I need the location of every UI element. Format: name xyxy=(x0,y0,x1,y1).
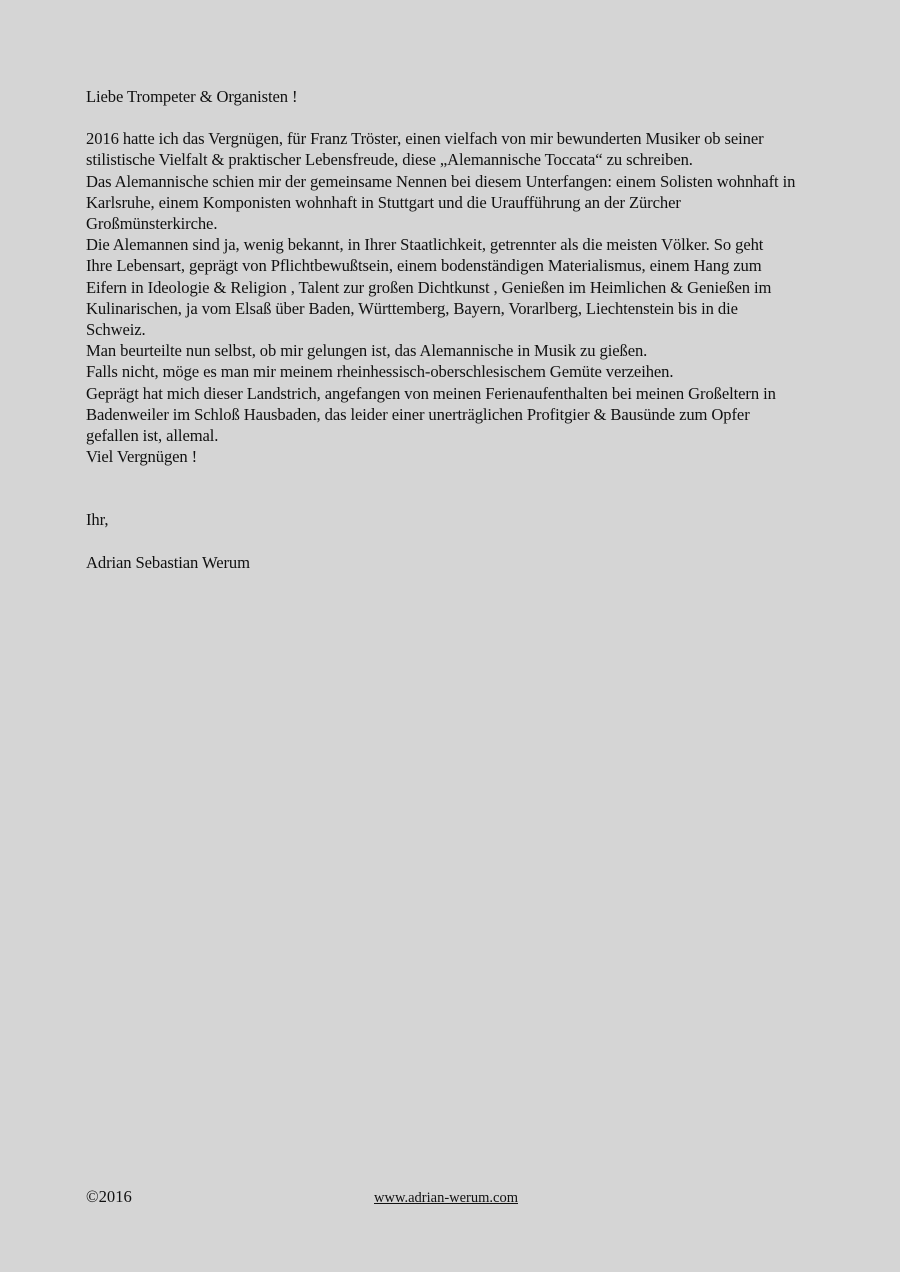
body-line: Großmünsterkirche. xyxy=(86,214,218,234)
body-line: Kulinarischen, ja vom Elsaß über Baden, Württemberg, Bayern, Vorarlberg, Liechtenstein bis in die xyxy=(86,298,738,318)
letter xyxy=(86,86,826,573)
body-line: Karlsruhe, einem Komponisten wohnhaft in Stuttgart und die Uraufführung an der Zürcher xyxy=(86,192,681,212)
body-line: Das Alemannische schien mir der gemeinsame Nennen bei diesem Unterfangen: einem Solisten wohnhaft in xyxy=(86,171,796,191)
paragraph-spacer xyxy=(86,107,826,128)
letter-greeting: Liebe Trompeter & Organisten ! xyxy=(86,87,298,106)
body-line: gefallen ist, allemal. xyxy=(86,426,219,446)
paragraph-spacer xyxy=(86,531,826,552)
letter-closing: Ihr, xyxy=(86,510,109,530)
paragraph-spacer xyxy=(86,467,826,509)
body-line: Schweiz. xyxy=(86,320,146,340)
letter-body xyxy=(86,128,826,467)
body-line: Die Alemannen sind ja, wenig bekannt, in Ihrer Staatlichkeit, getrennter als die meisten Völker. So geht xyxy=(86,235,764,255)
body-line: Viel Vergnügen ! xyxy=(86,447,198,467)
body-line: Badenweiler im Schloß Hausbaden, das leider einer unerträglichen Profitgier & Bausünde zum Opfer xyxy=(86,404,750,424)
body-line: Ihre Lebensart, geprägt von Pflichtbewußtsein, einem bodenständigen Materialismus, einem Hang zum xyxy=(86,256,762,276)
body-line: Man beurteilte nun selbst, ob mir gelungen ist, das Alemannische in Musik zu gießen. xyxy=(86,341,648,361)
body-line: Falls nicht, möge es man mir meinem rheinhessisch-oberschlesischem Gemüte verzeihen. xyxy=(86,362,674,382)
letter-signature: Adrian Sebastian Werum xyxy=(86,552,250,572)
copyright-notice: ©2016 xyxy=(86,1187,132,1206)
body-line: Geprägt hat mich dieser Landstrich, angefangen von meinen Ferienaufenthalten bei meinen Großeltern in xyxy=(86,383,776,403)
body-line: 2016 hatte ich das Vergnügen, für Franz Tröster, einen vielfach von mir bewunderten Musiker ob seiner xyxy=(86,129,764,149)
website-link[interactable]: www.adrian-werum.com xyxy=(374,1190,519,1206)
body-line: Eifern in Ideologie & Religion , Talent zur großen Dichtkunst , Genießen im Heimlichen & Genießen im xyxy=(86,277,772,297)
body-line: stilistische Vielfalt & praktischer Lebensfreude, diese „Alemannische Toccata“ zu schreiben. xyxy=(86,150,693,170)
